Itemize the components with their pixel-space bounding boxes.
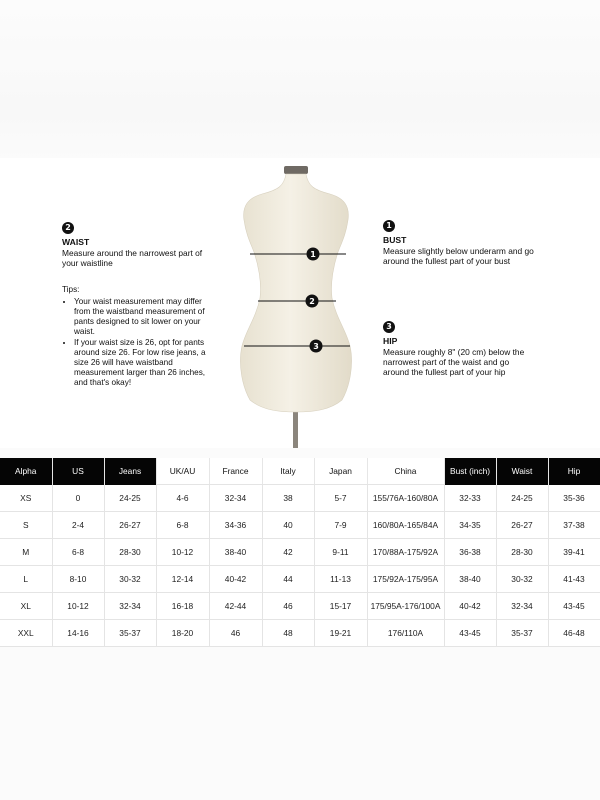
table-cell: 175/92A-175/95A bbox=[367, 566, 444, 593]
table-cell: 4-6 bbox=[156, 485, 209, 512]
mannequin-illustration bbox=[230, 160, 370, 450]
table-cell: 8-10 bbox=[52, 566, 104, 593]
table-cell: 48 bbox=[262, 620, 314, 647]
table-body bbox=[0, 485, 600, 647]
column-header: Bust (inch) bbox=[444, 458, 496, 485]
hip-note bbox=[383, 321, 533, 378]
table-cell: 42-44 bbox=[209, 593, 262, 620]
table-cell: 16-18 bbox=[156, 593, 209, 620]
tips-list bbox=[62, 297, 212, 388]
table-cell: XL bbox=[0, 593, 52, 620]
table-row bbox=[0, 566, 600, 593]
table-cell: 36-38 bbox=[444, 539, 496, 566]
table-cell: 42 bbox=[262, 539, 314, 566]
column-header: Japan bbox=[314, 458, 367, 485]
table-cell: 30-32 bbox=[496, 566, 548, 593]
column-header: Alpha bbox=[0, 458, 52, 485]
table-cell: 41-43 bbox=[548, 566, 600, 593]
table-cell: 175/95A-176/100A bbox=[367, 593, 444, 620]
table-cell: 26-27 bbox=[104, 512, 156, 539]
table-cell: 46 bbox=[262, 593, 314, 620]
table-cell: 35-37 bbox=[496, 620, 548, 647]
table-row bbox=[0, 620, 600, 647]
hip-number-badge: 3 bbox=[383, 321, 395, 333]
table-cell: 24-25 bbox=[104, 485, 156, 512]
table-cell: 38-40 bbox=[444, 566, 496, 593]
table-cell: 155/76A-160/80A bbox=[367, 485, 444, 512]
tip-item: • Your waist measurement may differ from the waistband measurement of pants designed to sit lower on your waist. bbox=[74, 297, 212, 337]
table-cell: XXL bbox=[0, 620, 52, 647]
column-header: China bbox=[367, 458, 444, 485]
column-header: Waist bbox=[496, 458, 548, 485]
table-cell: 32-33 bbox=[444, 485, 496, 512]
table-row bbox=[0, 485, 600, 512]
column-header: UK/AU bbox=[156, 458, 209, 485]
waist-note bbox=[62, 222, 212, 268]
table-cell: 38 bbox=[262, 485, 314, 512]
table-cell: L bbox=[0, 566, 52, 593]
marker-3-label: 3 bbox=[313, 342, 319, 351]
table-cell: 0 bbox=[52, 485, 104, 512]
tips-block bbox=[62, 285, 212, 389]
table-cell: 170/88A-175/92A bbox=[367, 539, 444, 566]
table-cell: 28-30 bbox=[496, 539, 548, 566]
table-cell: 43-45 bbox=[548, 593, 600, 620]
bust-number-badge: 1 bbox=[383, 220, 395, 232]
mannequin-torso bbox=[240, 174, 351, 412]
bust-note bbox=[383, 220, 548, 266]
column-header: US bbox=[52, 458, 104, 485]
table-cell: M bbox=[0, 539, 52, 566]
hip-title: HIP bbox=[383, 336, 398, 347]
table-cell: 11-13 bbox=[314, 566, 367, 593]
marker-3 bbox=[310, 340, 323, 353]
marker-2 bbox=[306, 295, 319, 308]
mannequin-stand bbox=[293, 408, 298, 448]
table-cell: 160/80A-165/84A bbox=[367, 512, 444, 539]
table-cell: 46 bbox=[209, 620, 262, 647]
table-cell: 32-34 bbox=[496, 593, 548, 620]
tips-heading: Tips: bbox=[62, 285, 80, 294]
table-cell: 38-40 bbox=[209, 539, 262, 566]
mannequin-neck-cap bbox=[284, 166, 308, 174]
table-cell: XS bbox=[0, 485, 52, 512]
marker-1-label: 1 bbox=[310, 250, 316, 259]
table-cell: 2-4 bbox=[52, 512, 104, 539]
table-cell: 40-42 bbox=[209, 566, 262, 593]
size-chart-table bbox=[0, 458, 600, 647]
table-cell: 37-38 bbox=[548, 512, 600, 539]
table-cell: 10-12 bbox=[52, 593, 104, 620]
tip-item: • If your waist size is 26, opt for pants around size 26. For low rise jeans, a size 26 will have waistband measurement larger than 26 inches, and that's okay! bbox=[74, 338, 212, 388]
table-cell: 46-48 bbox=[548, 620, 600, 647]
column-header: Jeans bbox=[104, 458, 156, 485]
table-cell: 30-32 bbox=[104, 566, 156, 593]
table-cell: 34-36 bbox=[209, 512, 262, 539]
table-row bbox=[0, 539, 600, 566]
marker-2-label: 2 bbox=[309, 297, 315, 306]
table-row bbox=[0, 512, 600, 539]
waist-description: Measure around the narrowest part of your waistline bbox=[62, 247, 203, 269]
table-cell: 9-11 bbox=[314, 539, 367, 566]
bust-description: Measure slightly below underarm and go around the fullest part of your bust bbox=[383, 245, 534, 267]
marker-1 bbox=[307, 248, 320, 261]
table-cell: 34-35 bbox=[444, 512, 496, 539]
table-cell: 35-36 bbox=[548, 485, 600, 512]
bust-title: BUST bbox=[383, 235, 407, 246]
table-cell: 6-8 bbox=[52, 539, 104, 566]
table-cell: 39-41 bbox=[548, 539, 600, 566]
hip-description: Measure roughly 8" (20 cm) below the narrowest part of the waist and go around the fullest part of your hip bbox=[383, 346, 525, 378]
table-cell: 5-7 bbox=[314, 485, 367, 512]
table-cell: 7-9 bbox=[314, 512, 367, 539]
waist-title: WAIST bbox=[62, 237, 90, 248]
table-cell: 44 bbox=[262, 566, 314, 593]
table-cell: 28-30 bbox=[104, 539, 156, 566]
table-cell: 43-45 bbox=[444, 620, 496, 647]
table-cell: 24-25 bbox=[496, 485, 548, 512]
table-cell: 18-20 bbox=[156, 620, 209, 647]
column-header: Hip bbox=[548, 458, 600, 485]
table-cell: 19-21 bbox=[314, 620, 367, 647]
top-background bbox=[0, 0, 600, 160]
table-header-row bbox=[0, 458, 600, 485]
table-cell: S bbox=[0, 512, 52, 539]
table-cell: 40-42 bbox=[444, 593, 496, 620]
table-cell: 176/110A bbox=[367, 620, 444, 647]
column-header: Italy bbox=[262, 458, 314, 485]
table-cell: 40 bbox=[262, 512, 314, 539]
table-cell: 35-37 bbox=[104, 620, 156, 647]
table-cell: 14-16 bbox=[52, 620, 104, 647]
table-cell: 26-27 bbox=[496, 512, 548, 539]
table-cell: 32-34 bbox=[104, 593, 156, 620]
table-cell: 32-34 bbox=[209, 485, 262, 512]
table-cell: 15-17 bbox=[314, 593, 367, 620]
table-cell: 12-14 bbox=[156, 566, 209, 593]
table-cell: 6-8 bbox=[156, 512, 209, 539]
table-cell: 10-12 bbox=[156, 539, 209, 566]
waist-number-badge: 2 bbox=[62, 222, 74, 234]
column-header: France bbox=[209, 458, 262, 485]
table-row bbox=[0, 593, 600, 620]
